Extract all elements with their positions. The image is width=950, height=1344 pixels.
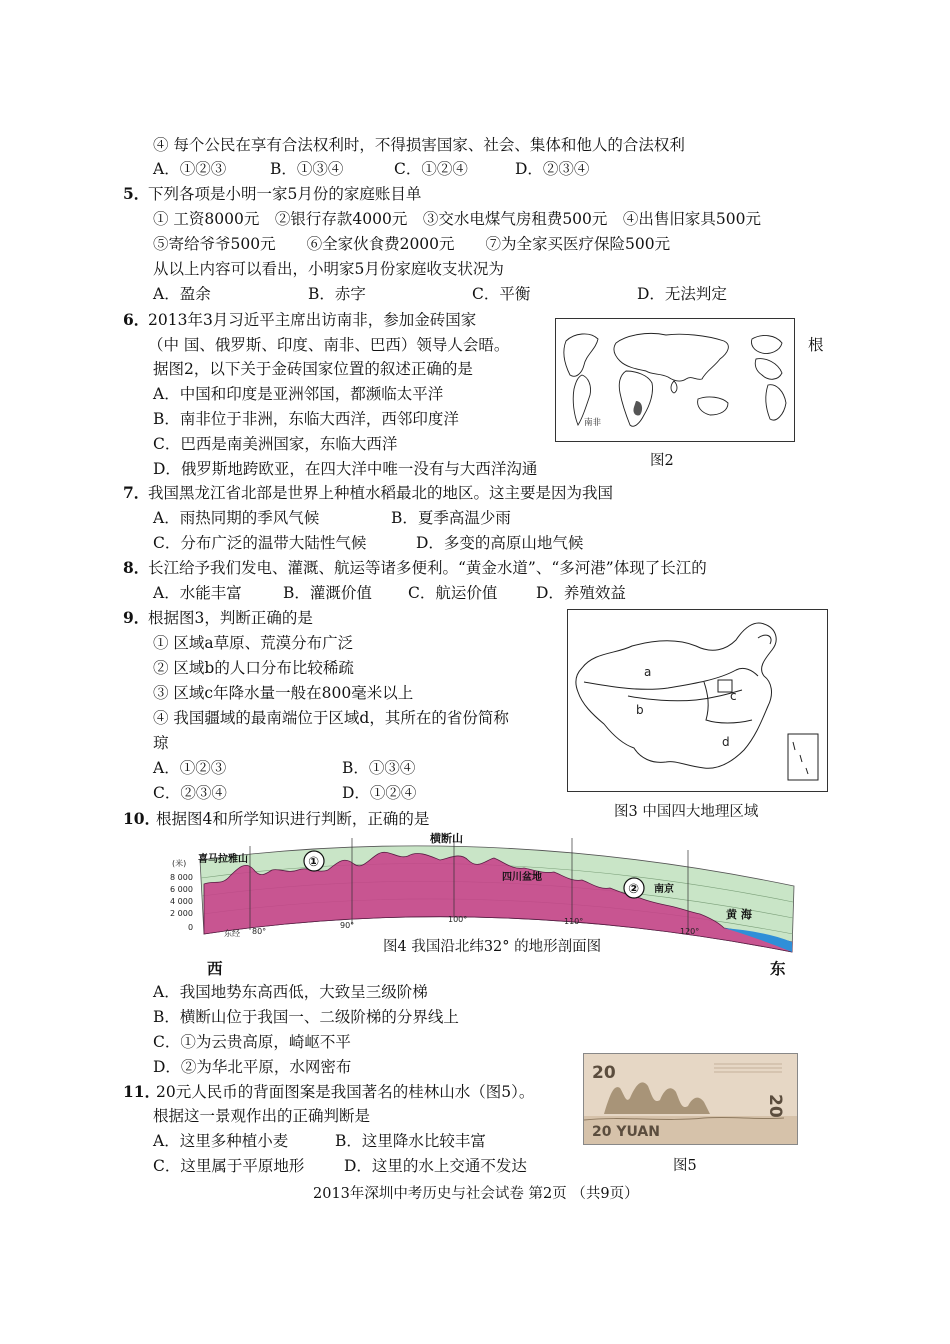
longitude-tick: 80° — [252, 927, 267, 936]
label-yellow-sea: 黄 海 — [726, 908, 752, 921]
figure5-banknote — [583, 1053, 798, 1145]
q5-option-c: C．平衡 — [472, 285, 531, 303]
q11-stem-line1: 20元人民币的背面图案是我国著名的桂林山水（图5）。 — [156, 1083, 535, 1101]
q10-stem: 根据图4和所学知识进行判断，正确的是 — [156, 810, 430, 828]
altitude-tick: 0 — [188, 923, 194, 932]
world-map-graphic — [556, 319, 794, 441]
q5-question: 从以上内容可以看出，小明家5月份家庭收支状况为 — [153, 260, 504, 278]
q6-number: 6． — [123, 310, 150, 329]
q5-option-b: B．赤字 — [308, 285, 366, 303]
q7-option-d: D．多变的高原山地气候 — [416, 534, 584, 552]
q9-option-c: C．②③④ — [153, 784, 227, 802]
longitude-tick: 120° — [680, 927, 700, 936]
region-label-c: c — [730, 689, 737, 703]
q8-stem: 长江给予我们发电、灌溉、航运等诸多便利。“黄金水道”、“多河港”体现了长江的 — [148, 559, 707, 577]
direction-east: 东 — [770, 959, 786, 978]
q4-item4: ④ 每个公民在享有合法权利时，不得损害国家、社会、集体和他人的合法权利 — [153, 136, 685, 154]
figure5-caption: 图5 — [673, 1158, 697, 1174]
q9-item4: ④ 我国疆域的最南端位于区域d，其所在的省份简称 — [153, 709, 509, 727]
region-label-a: a — [644, 665, 652, 679]
longitude-tick: 110° — [564, 917, 584, 926]
q4-option-d: D．②③④ — [515, 160, 590, 178]
figure3-china-regions-map — [567, 609, 828, 792]
q9-option-b: B．①③④ — [342, 759, 416, 777]
q9-item4-continued: 琼 — [153, 734, 169, 752]
banknote-denomination-top: 20 — [592, 1063, 616, 1083]
banknote-graphic — [584, 1054, 797, 1144]
q6-option-d: D．俄罗斯地跨欧亚，在四大洋中唯一没有与大西洋沟通 — [153, 460, 538, 478]
longitude-tick: 90° — [340, 921, 355, 930]
q9-item3: ③ 区域c年降水量一般在800毫米以上 — [153, 684, 414, 702]
q6-option-c: C．巴西是南美洲国家，东临大西洋 — [153, 435, 398, 453]
q9-option-d: D．①②④ — [342, 784, 417, 802]
q10-option-c: C．①为云贵高原，崎岖不平 — [153, 1033, 351, 1051]
q6-option-a: A．中国和印度是亚洲邻国，都濒临太平洋 — [153, 385, 444, 403]
q5-number: 5． — [123, 184, 150, 203]
q6-stem-line1: 2013年3月习近平主席出访南非，参加金砖国家 — [148, 311, 477, 329]
q11-option-d: D．这里的水上交通不发达 — [344, 1157, 527, 1175]
figure2-caption: 图2 — [650, 453, 674, 469]
q8-option-b: B．灌溉价值 — [283, 584, 372, 602]
label-himalaya: 喜马拉雅山 — [198, 854, 248, 865]
q9-stem: 根据图3，判断正确的是 — [148, 609, 313, 627]
figure2-world-map — [555, 318, 795, 442]
figure4-caption: 图4 我国沿北纬32° 的地形剖面图 — [383, 939, 602, 955]
altitude-unit: (米) — [172, 859, 187, 868]
label-sichuan-basin: 四川盆地 — [502, 872, 542, 883]
china-map-graphic — [568, 610, 827, 791]
map-label-south-africa: 南非 — [584, 418, 602, 428]
q11-option-a: A．这里多种植小麦 — [153, 1132, 289, 1150]
q7-option-c: C．分布广泛的温带大陆性气候 — [153, 534, 367, 552]
q8-option-a: A．水能丰富 — [153, 584, 242, 602]
q9-option-a: A．①②③ — [153, 759, 227, 777]
q11-stem-line2: 根据这一景观作出的正确判断是 — [153, 1107, 371, 1125]
q5-stem: 下列各项是小明一家5月份的家庭账目单 — [148, 185, 422, 203]
longitude-prefix: 东经 — [224, 929, 240, 938]
region-label-b: b — [636, 703, 644, 717]
marker-circle-1: ① — [308, 855, 320, 870]
q10-option-d: D．②为华北平原，水网密布 — [153, 1058, 352, 1076]
direction-west: 西 — [207, 959, 223, 978]
q10-option-b: B．横断山位于我国一、二级阶梯的分界线上 — [153, 1008, 459, 1026]
q5-option-a: A．盈余 — [153, 285, 211, 303]
q6-stem-tail: 根 — [808, 336, 824, 354]
figure3-caption: 图3 中国四大地理区域 — [614, 804, 759, 820]
q8-option-c: C．航运价值 — [408, 584, 498, 602]
q6-stem-line3: 据图2，以下关于金砖国家位置的叙述正确的是 — [153, 360, 473, 378]
q4-option-b: B．①③④ — [270, 160, 344, 178]
marker-circle-2: ② — [628, 882, 640, 897]
q5-items-line2: ⑤寄给爷爷500元 ⑥全家伙食费2000元 ⑦为全家买医疗保险500元 — [153, 235, 671, 253]
label-nanjing: 南京 — [654, 884, 674, 895]
q5-option-d: D．无法判定 — [637, 285, 727, 303]
q10-option-a: A．我国地势东高西低，大致呈三级阶梯 — [153, 983, 428, 1001]
region-label-d: d — [722, 735, 730, 749]
banknote-denomination-bottom: 20 YUAN — [592, 1124, 660, 1140]
q4-option-a: A．①②③ — [153, 160, 227, 178]
altitude-tick: 2 000 — [170, 909, 193, 918]
q9-number: 9． — [123, 608, 150, 627]
page-footer: 2013年深圳中考历史与社会试卷 第2页 （共9页） — [313, 1186, 639, 1202]
q7-stem: 我国黑龙江省北部是世界上种植水稻最北的地区。这主要是因为我国 — [148, 484, 614, 502]
q7-number: 7． — [123, 483, 150, 502]
q4-option-c: C．①②④ — [394, 160, 468, 178]
q8-number: 8． — [123, 558, 150, 577]
q7-option-b: B．夏季高温少雨 — [391, 509, 511, 527]
q6-stem-line2: （中 国、俄罗斯、印度、南非、巴西）领导人会晤。 — [148, 336, 510, 354]
label-hengduan-mountains: 横断山 — [430, 832, 463, 845]
altitude-tick: 8 000 — [170, 873, 193, 882]
q8-option-d: D．养殖效益 — [536, 584, 626, 602]
q10-number: 10． — [123, 809, 161, 828]
altitude-tick: 4 000 — [170, 897, 193, 906]
q7-option-a: A．雨热同期的季风气候 — [153, 509, 320, 527]
banknote-denomination-side: 20 — [765, 1094, 785, 1118]
q11-option-c: C．这里属于平原地形 — [153, 1157, 305, 1175]
q9-item2: ② 区域b的人口分布比较稀疏 — [153, 659, 354, 677]
longitude-tick: 100° — [448, 915, 468, 924]
q5-items-line1: ① 工资8000元 ②银行存款4000元 ③交水电煤气房租费500元 ④出售旧家具500元 — [153, 210, 761, 228]
q6-option-b: B．南非位于非洲，东临大西洋，西邻印度洋 — [153, 410, 459, 428]
q11-option-b: B．这里降水比较丰富 — [335, 1132, 486, 1150]
q9-item1: ① 区域a草原、荒漠分布广泛 — [153, 634, 354, 652]
q11-number: 11． — [123, 1082, 161, 1101]
altitude-tick: 6 000 — [170, 885, 193, 894]
